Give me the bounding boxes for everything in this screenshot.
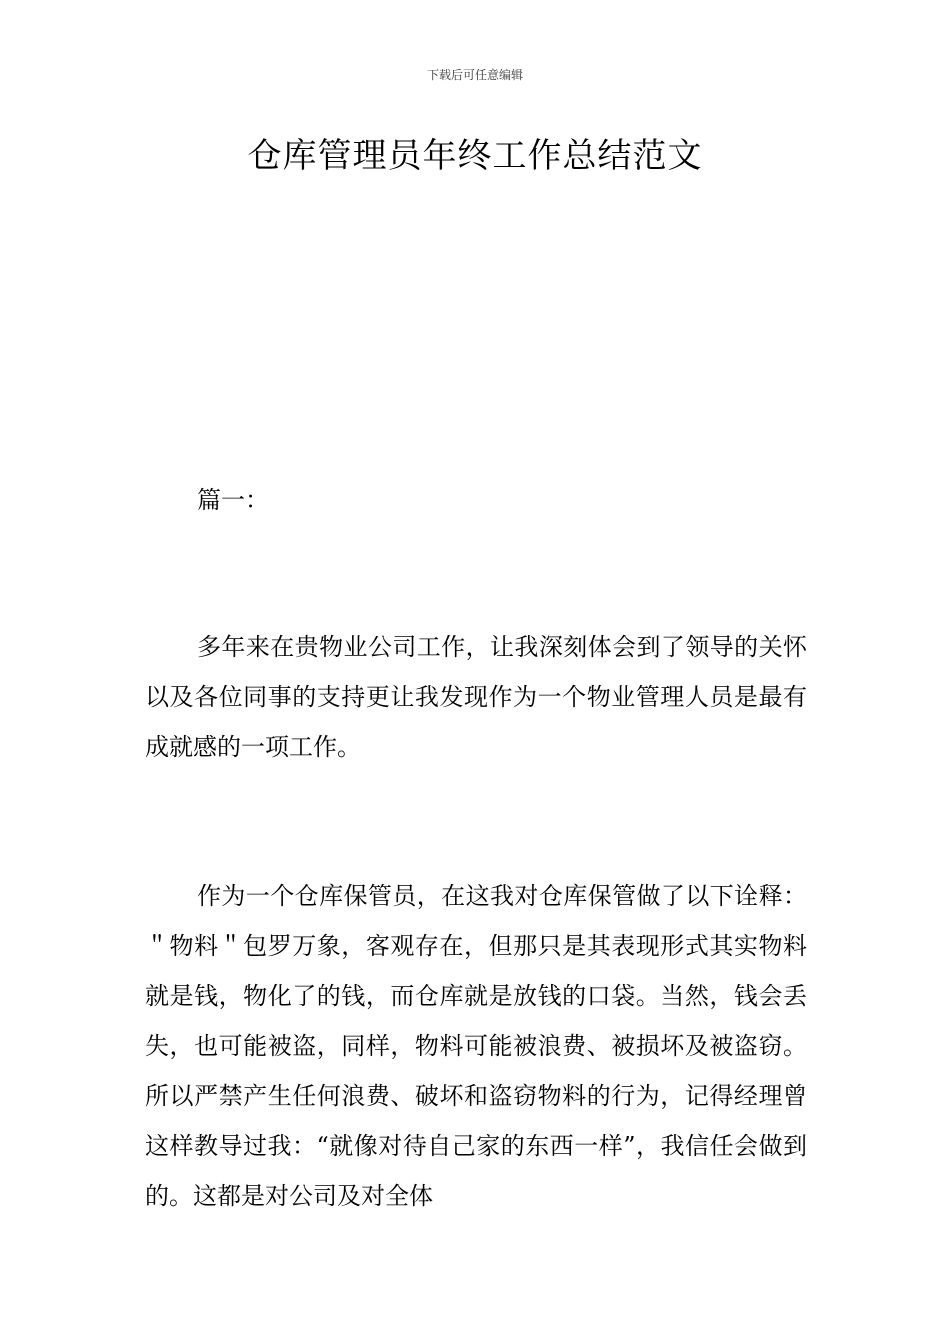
download-note: 下载后可任意编辑: [426, 68, 523, 82]
paragraph-2: 作为一个仓库保管员，在这我对仓库保管做了以下诠释：＂物料＂包罗万象，客观存在，但那只是其表现形式其实物料就是钱，物化了的钱，而仓库就是放钱的口袋。当然，钱会丢失，也可能被盗，同样，物料可能被浪费、被损坏及被盗窃。所以严禁产生任何浪费、破坏和盗窃物料的行为，记得经理曾这样教导过我：“就像对待自己家的东西一样”，我信任会做到的。这都是对公司及对全体: [145, 882, 807, 1210]
document-title: 仓库管理员年终工作总结范文: [247, 136, 703, 176]
section-label: 篇一：: [197, 486, 269, 514]
paragraph-1: 多年来在贵物业公司工作，让我深刻体会到了领导的关怀以及各位同事的支持更让我发现作为一个物业管理人员是最有成就感的一项工作。: [145, 633, 807, 761]
